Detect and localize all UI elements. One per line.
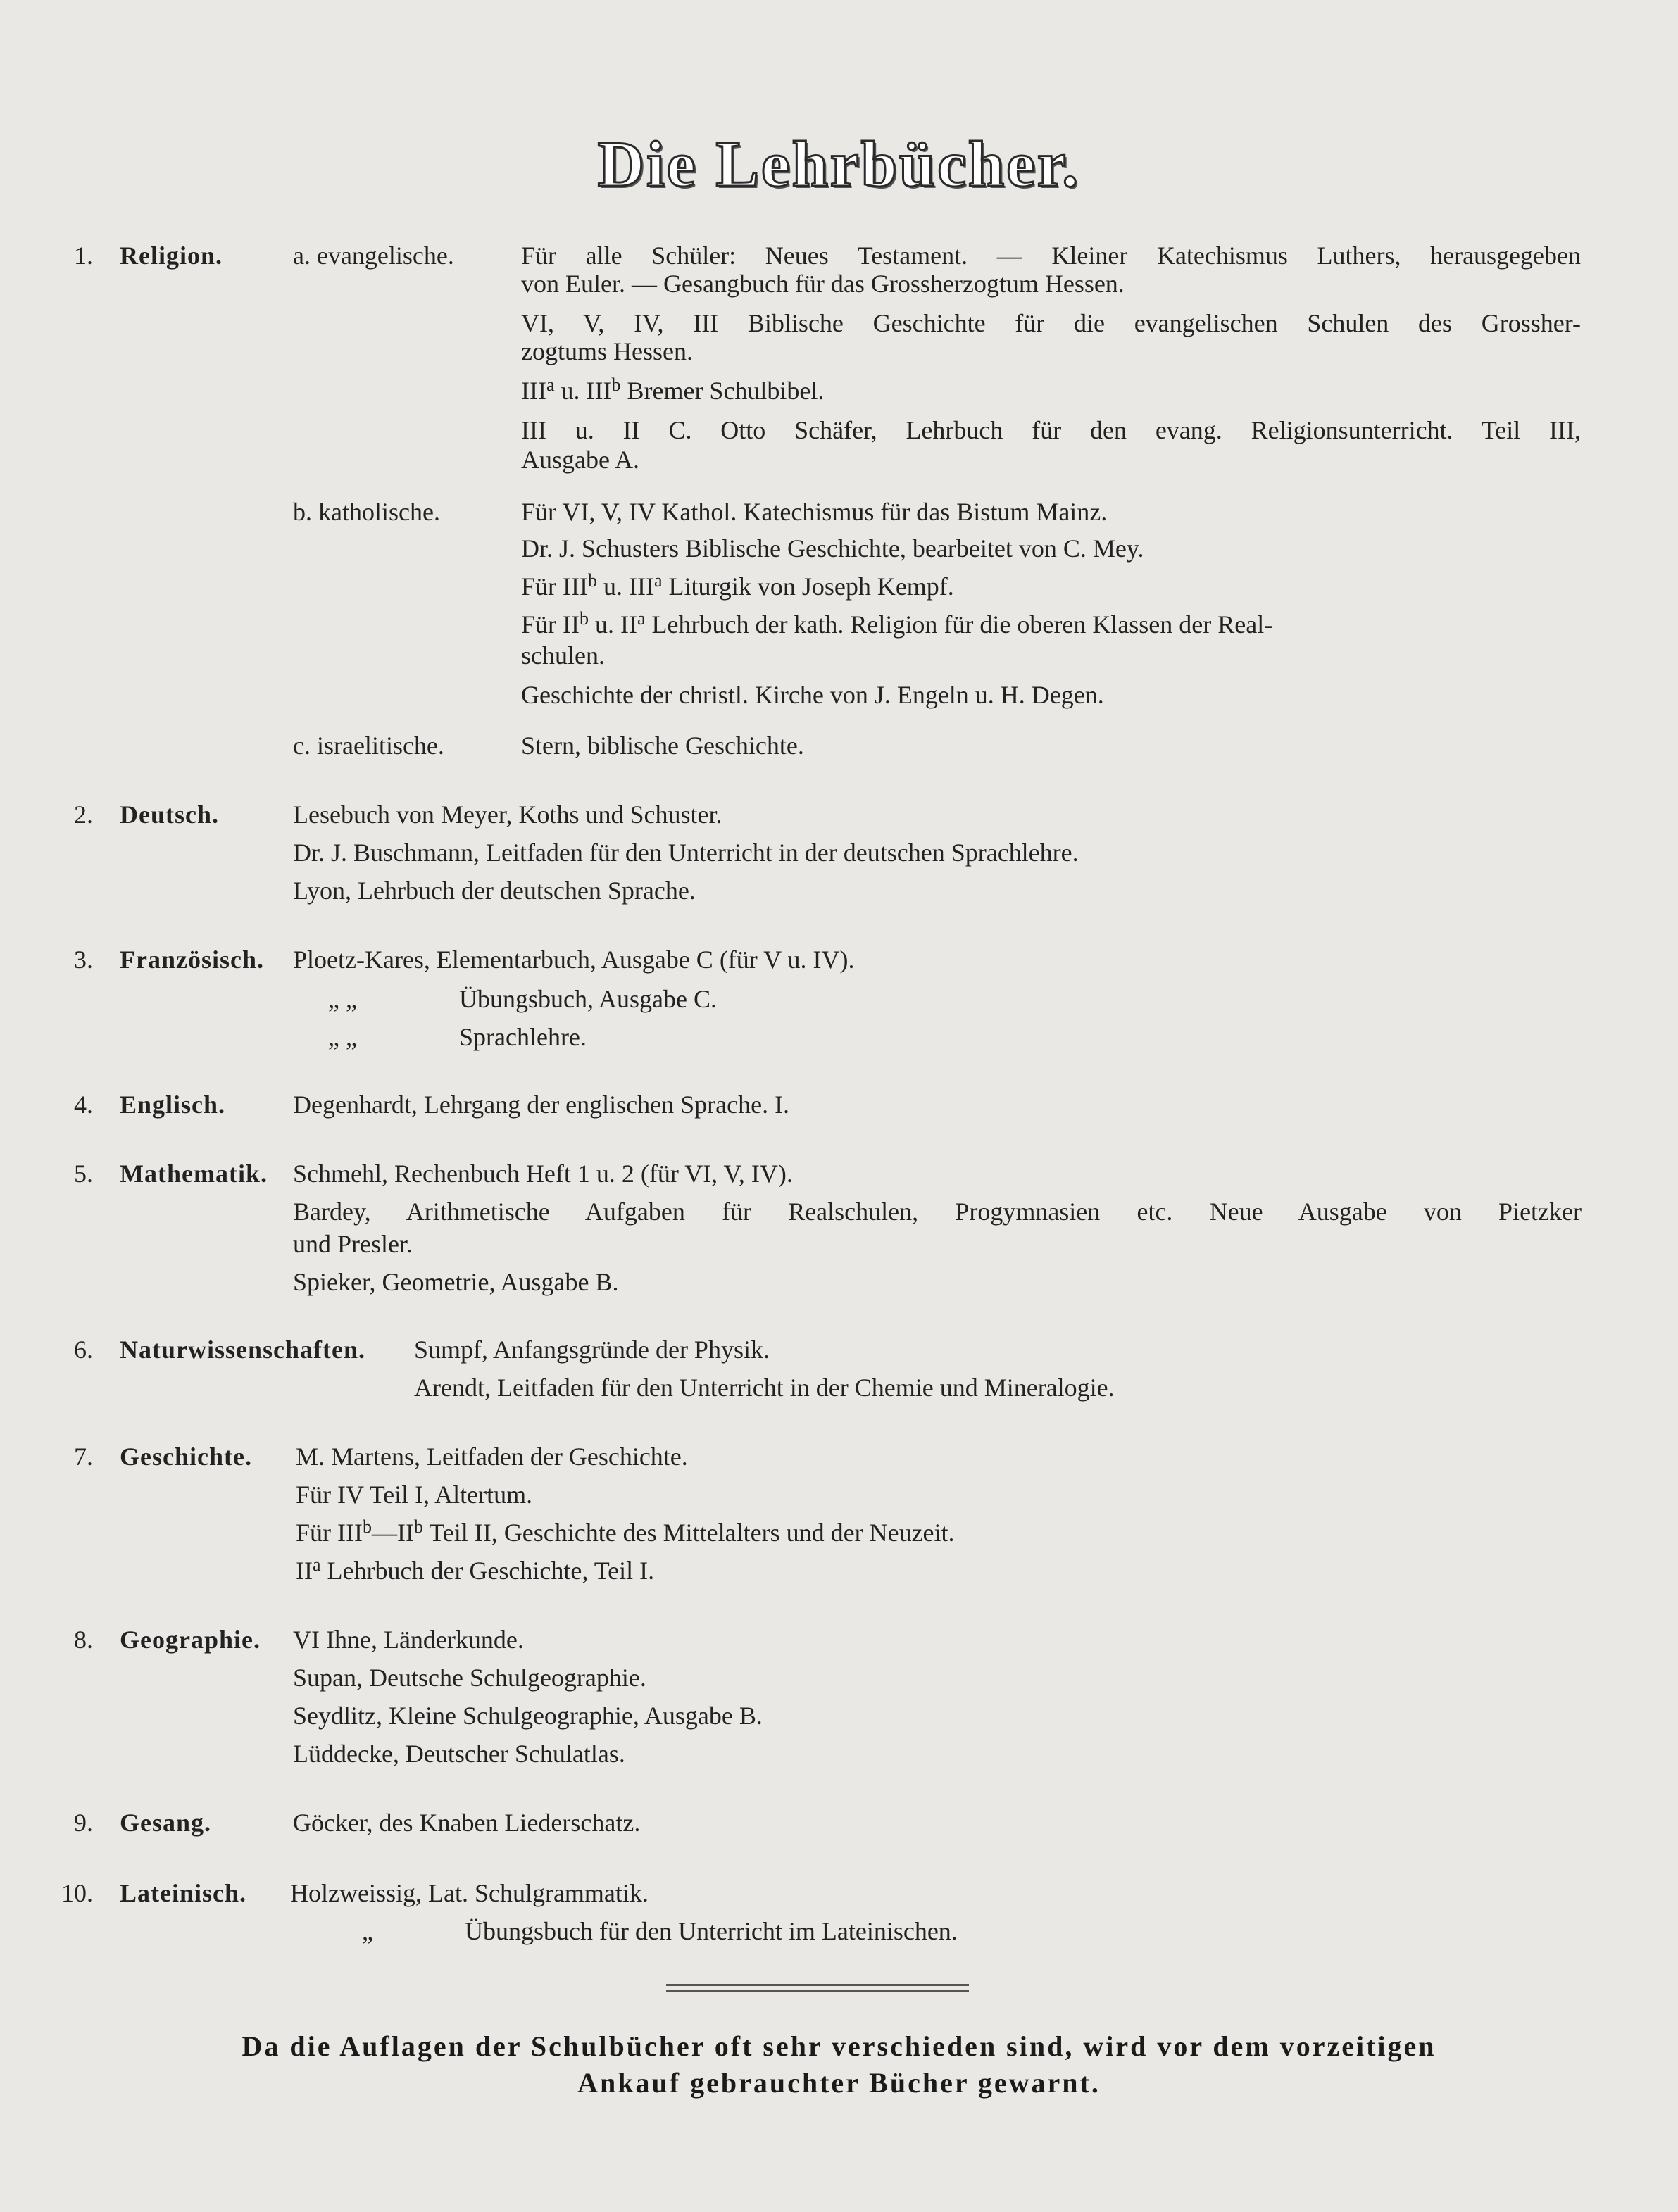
book-line: Göcker, des Knaben Liederschatz.: [293, 1809, 641, 1837]
book-line: Stern, biblische Geschichte.: [521, 731, 804, 760]
book-line: von Euler. — Gesangbuch für das Grossherzogtum Hessen.: [521, 270, 1125, 298]
book-line: Lesebuch von Meyer, Koths und Schuster.: [293, 800, 722, 829]
divider-top: [666, 1984, 969, 1986]
section-number: 3.: [74, 945, 93, 974]
book-line: III u. II C. Otto Schäfer, Lehrbuch für den evang. Religionsunterricht. Teil III,: [521, 416, 1581, 444]
section-number: 9.: [74, 1809, 93, 1837]
section-number: 2.: [74, 800, 93, 829]
book-line: VI, V, IV, III Biblische Geschichte für die evangelischen Schulen des Grossher-: [521, 309, 1581, 337]
section-title-lateinisch: Lateinisch.: [120, 1879, 247, 1907]
book-line: Übungsbuch, Ausgabe C.: [459, 985, 717, 1013]
book-line: Sprachlehre.: [459, 1023, 587, 1051]
book-line: Übungsbuch für den Unterricht im Lateinischen.: [465, 1917, 958, 1945]
book-line: und Presler.: [293, 1230, 413, 1258]
book-line: Seydlitz, Kleine Schulgeographie, Ausgabe B.: [293, 1702, 763, 1730]
book-line: Für III$^b$ u. III$^a$ Liturgik von Joseph Kempf.: [521, 570, 954, 601]
divider-bottom: [666, 1990, 969, 1992]
section-title-geographie: Geographie.: [120, 1626, 261, 1654]
section-title-religion: Religion.: [120, 241, 223, 270]
subsection-label: b. katholische.: [293, 498, 440, 526]
footer-notice-line1: Da die Auflagen der Schulbücher oft sehr verschieden sind, wird vor dem vorzeitigen: [242, 2030, 1436, 2062]
section-number: 6.: [74, 1336, 93, 1364]
book-line: Supan, Deutsche Schulgeographie.: [293, 1664, 646, 1692]
section-title-gesang: Gesang.: [120, 1809, 212, 1837]
section-number: 5.: [74, 1160, 93, 1188]
book-line: zogtums Hessen.: [521, 337, 693, 365]
subsection-label: c. israelitische.: [293, 731, 444, 760]
ditto-marks: „: [362, 1917, 373, 1945]
book-line: Bardey, Arithmetische Aufgaben für Realschulen, Progymnasien etc. Neue Ausgabe von Pietzker: [293, 1198, 1582, 1226]
book-line: Ausgabe A.: [521, 446, 639, 474]
section-title-englisch: Englisch.: [120, 1091, 226, 1119]
subsection-label: a. evangelische.: [293, 241, 454, 270]
ditto-marks: „ „: [328, 1023, 357, 1051]
book-line: Dr. J. Schusters Biblische Geschichte, bearbeitet von C. Mey.: [521, 534, 1144, 563]
ditto-marks: „ „: [328, 985, 357, 1013]
section-title-franzoesisch: Französisch.: [120, 945, 264, 974]
section-title-geschichte: Geschichte.: [120, 1443, 252, 1471]
book-line: III$^a$ u. III$^b$ Bremer Schulbibel.: [521, 375, 825, 405]
section-number: 1.: [74, 241, 93, 270]
book-line: Degenhardt, Lehrgang der englischen Sprache. I.: [293, 1091, 790, 1119]
book-line: Sumpf, Anfangsgründe der Physik.: [414, 1336, 770, 1364]
book-line: Lyon, Lehrbuch der deutschen Sprache.: [293, 876, 696, 905]
section-number: 10.: [61, 1879, 93, 1907]
book-line: $II^a$ Lehrbuch der Geschichte, Teil I.: [296, 1554, 655, 1585]
page-title: Die Lehrbücher.: [597, 128, 1081, 200]
book-line: VI Ihne, Länderkunde.: [293, 1626, 524, 1654]
book-line: Für VI, V, IV Kathol. Katechismus für das Bistum Mainz.: [521, 498, 1108, 526]
book-line: Für $II^b$ u. $II^a$ Lehrbuch der kath. Religion für die oberen Klassen der Real-: [521, 608, 1273, 639]
section-title-naturwissenschaften: Naturwissenschaften.: [120, 1336, 365, 1364]
section-title-deutsch: Deutsch.: [120, 800, 219, 829]
section-number: 4.: [74, 1091, 93, 1119]
book-line: schulen.: [521, 641, 605, 670]
book-line: Spieker, Geometrie, Ausgabe B.: [293, 1268, 619, 1296]
book-line: Arendt, Leitfaden für den Unterricht in der Chemie und Mineralogie.: [414, 1374, 1115, 1402]
section-number: 7.: [74, 1443, 93, 1471]
book-line: Ploetz-Kares, Elementarbuch, Ausgabe C (für V u. IV).: [293, 945, 855, 974]
book-line: Dr. J. Buschmann, Leitfaden für den Unterricht in der deutschen Sprachlehre.: [293, 838, 1079, 867]
book-line: M. Martens, Leitfaden der Geschichte.: [296, 1443, 688, 1471]
section-title-mathematik: Mathematik.: [120, 1160, 268, 1188]
footer-notice-line2: Ankauf gebrauchter Bücher gewarnt.: [577, 2067, 1101, 2099]
book-line: Für $III^b—II^b$ Teil II, Geschichte des Mittelalters und der Neuzeit.: [296, 1516, 955, 1547]
book-line: Für alle Schüler: Neues Testament. — Kleiner Katechismus Luthers, herausgegeben: [521, 241, 1581, 270]
book-line: Lüddecke, Deutscher Schulatlas.: [293, 1740, 625, 1768]
section-number: 8.: [74, 1626, 93, 1654]
book-line: Schmehl, Rechenbuch Heft 1 u. 2 (für VI, V, IV).: [293, 1160, 793, 1188]
book-line: Geschichte der christl. Kirche von J. Engeln u. H. Degen.: [521, 681, 1104, 709]
book-line: Für IV Teil I, Altertum.: [296, 1481, 533, 1509]
book-line: Holzweissig, Lat. Schulgrammatik.: [290, 1879, 649, 1907]
